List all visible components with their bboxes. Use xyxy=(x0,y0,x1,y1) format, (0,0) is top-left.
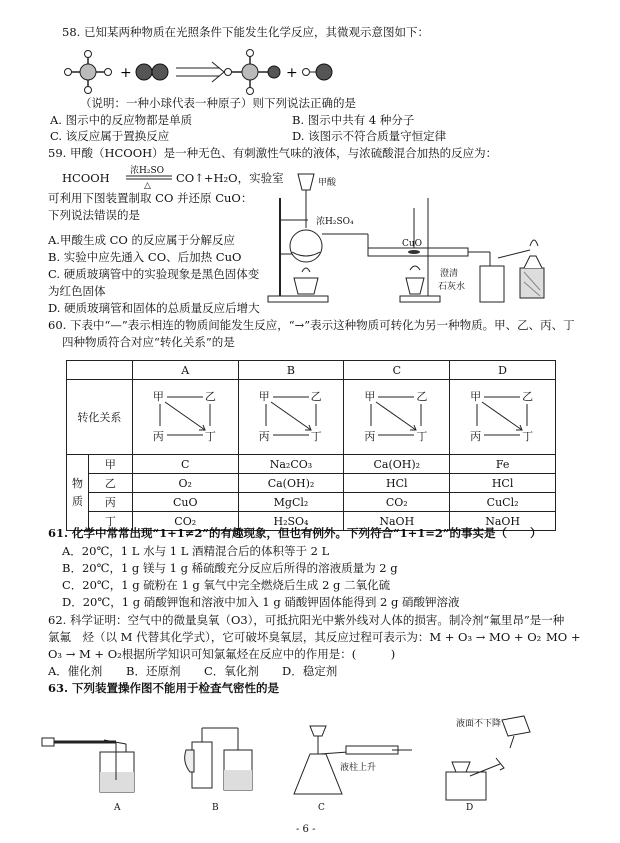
q58-option-c: C. 该反应属于置换反应 xyxy=(50,129,170,143)
diatomic-molecule-icon xyxy=(136,64,168,80)
q58-option-d: D. 该图示不符合质量守恒定律 xyxy=(292,129,447,143)
q62-option-a: A．催化剂 xyxy=(48,664,103,678)
q59-eq-condition-bottom: △ xyxy=(144,181,151,191)
cell-yi-a: O₂ xyxy=(132,474,238,493)
q60-relation-table xyxy=(66,360,556,531)
q59-stem: 59. 甲酸（HCOOH）是一种无色、有刺激性气味的液体，与浓硫酸混合加热的反应为： xyxy=(48,146,498,160)
table-corner-cell xyxy=(67,361,133,380)
diagram-bing: 丙 xyxy=(152,430,164,443)
relation-lines-icon xyxy=(259,390,329,440)
airtight-check-apparatus-a xyxy=(40,730,150,800)
page-number: - 6 - xyxy=(296,824,316,835)
cell-jia-b: Na₂CO₃ xyxy=(238,455,344,474)
cell-bing-b: MgCl₂ xyxy=(238,493,344,512)
apparatus-a-label: A xyxy=(114,803,121,813)
col-header-a: A xyxy=(132,361,238,380)
svg-text:+: + xyxy=(286,65,298,81)
q58-option-b: B. 图示中共有 4 种分子 xyxy=(292,113,415,127)
relation-diagram-c: 甲 乙 丙 丁 xyxy=(344,380,450,455)
q58-option-a: A. 图示中的反应物都是单质 xyxy=(50,113,193,127)
row-label-bing: 丙 xyxy=(88,493,132,512)
diagram-yi: 乙 xyxy=(204,390,216,403)
cell-bing-c: CO₂ xyxy=(344,493,450,512)
cell-jia-d: Fe xyxy=(450,455,556,474)
methane-like-molecule-icon xyxy=(65,51,112,94)
relation-diagram-b: 甲 乙 丙 丁 xyxy=(238,380,344,455)
q62-line2-end: MO + xyxy=(546,630,581,644)
cell-ding-d: NaOH xyxy=(450,512,556,531)
q61-option-c: C．20℃，1 g 硫粉在 1 g 氧气中完全燃烧后生成 2 g 二氧化硫 xyxy=(62,578,391,592)
hcl-molecule-icon xyxy=(303,64,333,80)
cuo-label: CuO xyxy=(402,239,423,249)
q59-line3: 下列说法错误的是 xyxy=(48,208,140,222)
conc-sulfuric-label: 浓H₂SO₄ xyxy=(316,217,354,227)
q59-option-b: B. 实验中应先通入 CO、后加热 CuO xyxy=(48,250,242,264)
col-header-b: B xyxy=(238,361,344,380)
limewater-label-2: 石灰水 xyxy=(438,282,466,292)
q59-option-c-cont: 为红色固体 xyxy=(48,284,106,298)
q62-line2: 氯氟 烃（以 M 代替其化学式），它可破坏臭氧层，其反应过程可表示为：M + O₃ → MO + O₂ xyxy=(48,630,542,644)
diagram-jia: 甲 xyxy=(152,390,164,403)
q59-option-d: D. 硬质玻璃管和固体的总质量反应后增大 xyxy=(48,301,260,315)
cell-bing-a: CuO xyxy=(132,493,238,512)
substance-group-label: 物 质 xyxy=(67,455,89,531)
product-molecule-icon xyxy=(225,50,281,95)
q62-option-c: C．氧化剂 xyxy=(204,664,259,678)
cell-ding-a: CO₂ xyxy=(132,512,238,531)
cell-ding-b: H₂SO₄ xyxy=(238,512,344,531)
q62-option-d: D．稳定剂 xyxy=(282,664,338,678)
cell-jia-a: C xyxy=(132,455,238,474)
formic-acid-label: 甲酸 xyxy=(318,178,337,188)
q61-option-b: B．20℃，1 g 镁与 1 g 稀硫酸充分反应后所得的溶液质量为 2 g xyxy=(62,561,398,575)
cell-yi-b: Ca(OH)₂ xyxy=(238,474,344,493)
relation-lines-icon xyxy=(364,390,434,440)
cell-ding-c: NaOH xyxy=(344,512,450,531)
apparatus-b-label: B xyxy=(212,803,219,813)
q60-stem-line2: 四种物质符合对应“转化关系”的是 xyxy=(62,335,235,349)
q58-molecule-diagram xyxy=(60,50,370,96)
cell-bing-d: CuCl₂ xyxy=(450,493,556,512)
row-label-yi: 乙 xyxy=(88,474,132,493)
q61-option-a: A．20℃，1 L 水与 1 L 酒精混合后的体积等于 2 L xyxy=(62,544,330,558)
q62-line1: 62. 科学证明：空气中的微量臭氧（O3），可抵抗阳光中紫外线对人体的损害。制冷剂“氟里昂”是一种 xyxy=(48,613,565,627)
q59-eq-left: HCOOH xyxy=(62,171,110,185)
q60-stem-line1: 60. 下表中“—”表示相连的物质间能发生反应，“→”表示这种物质可转化为另一种物质。甲、乙、丙、丁 xyxy=(48,318,575,332)
cell-jia-c: Ca(OH)₂ xyxy=(344,455,450,474)
reaction-arrow-icon xyxy=(176,62,224,82)
row-label-jia: 甲 xyxy=(88,455,132,474)
svg-text:+: + xyxy=(120,65,132,81)
apparatus-d-note: 液面不下降 xyxy=(456,719,502,729)
q59-option-c: C. 硬质玻璃管中的实验现象是黑色固体变 xyxy=(48,267,260,281)
apparatus-c-label: C xyxy=(318,803,325,813)
col-header-c: C xyxy=(344,361,450,380)
relation-row-label: 转化关系 xyxy=(67,380,133,455)
q58-note: （说明：一种小球代表一种原子）则下列说法正确的是 xyxy=(80,96,356,110)
apparatus-c-note: 液柱上升 xyxy=(340,763,377,773)
relation-diagram-d: 甲 乙 丙 丁 xyxy=(450,380,556,455)
q59-line2: 可利用下图装置制取 CO 并还原 CuO： xyxy=(48,191,253,205)
limewater-label-1: 澄清 xyxy=(440,269,459,279)
q63-stem: 63. 下列装置操作图不能用于检查气密性的是 xyxy=(48,681,280,695)
apparatus-d-label: D xyxy=(466,803,474,813)
cell-yi-c: HCl xyxy=(344,474,450,493)
q62-option-b: B．还原剂 xyxy=(126,664,181,678)
q59-eq-condition-top: 浓H₂SO xyxy=(130,166,165,176)
airtight-check-apparatus-b xyxy=(180,722,260,796)
q61-stem: 61. 化学中常常出现“1+1≠2”的有趣现象，但也有例外。下列符合“1+1=2”的事实是（ ） xyxy=(48,526,542,540)
relation-lines-icon xyxy=(153,390,223,440)
q58-stem: 58. 已知某两种物质在光照条件下能发生化学反应，其微观示意图如下： xyxy=(62,25,429,39)
q59-option-a: A.甲酸生成 CO 的反应属于分解反应 xyxy=(48,233,235,247)
row-label-ding: 丁 xyxy=(88,512,132,531)
relation-diagram-a xyxy=(132,380,238,455)
q59-eq-right: CO↑+H₂O，实验室 xyxy=(176,171,284,185)
q61-option-d: D．20℃，1 g 硝酸钾饱和溶液中加入 1 g 硝酸钾固体能得到 2 g 硝酸钾溶液 xyxy=(62,595,460,609)
relation-lines-icon xyxy=(470,390,540,440)
col-header-d: D xyxy=(450,361,556,380)
q62-line3: O₃ → M + O₂根据所学知识可知氯氟烃在反应中的作用是：( ) xyxy=(48,647,396,661)
cell-yi-d: HCl xyxy=(450,474,556,493)
diagram-ding: 丁 xyxy=(204,430,216,443)
